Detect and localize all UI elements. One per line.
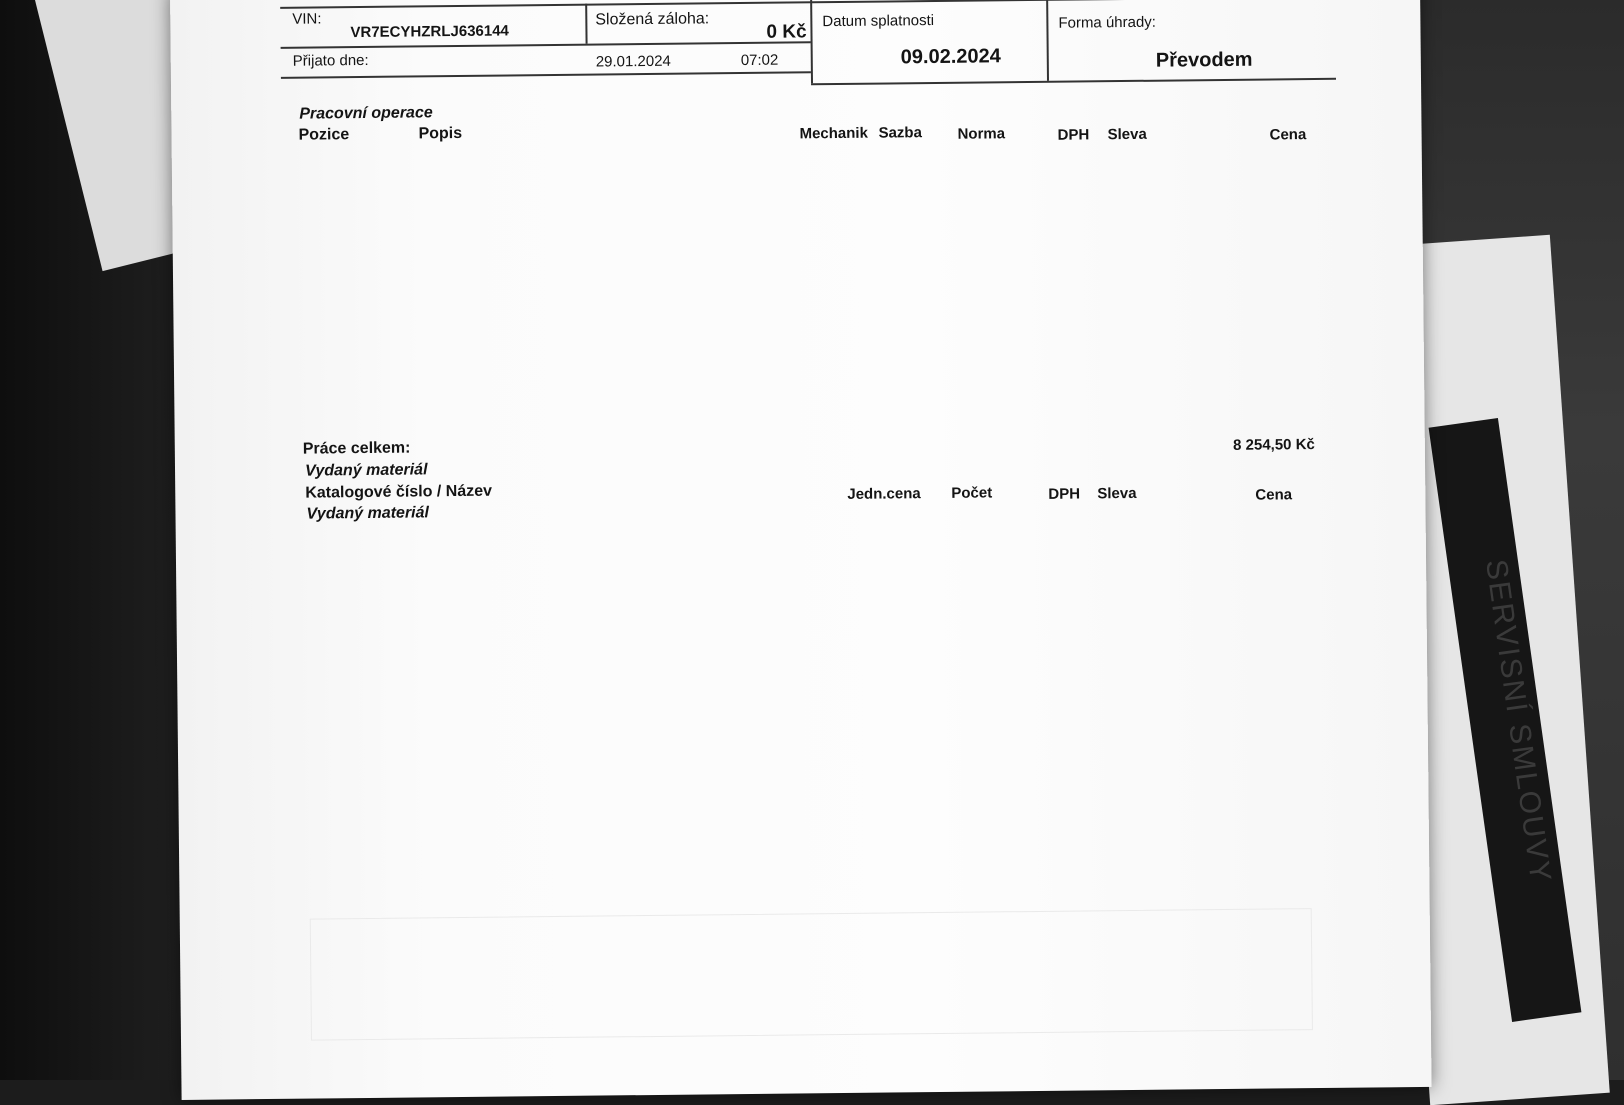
col-mechanic: Mechanik [799,124,868,143]
col-catalog: Katalogové číslo / Název [305,482,493,502]
faded-footer-box [310,908,1313,1040]
vin-label: VIN: [292,10,322,28]
col-mat-price: Cena [1255,486,1293,504]
material-title: Vydaný materiál [304,461,428,480]
invoice-page [170,0,1432,1100]
due-date-value: 09.02.2024 [900,45,1001,69]
col-price: Cena [1269,126,1307,144]
header-divider-1 [585,4,587,44]
col-unit-price: Jedn.cena [847,485,921,503]
folder-label: SERVISNÍ SMLOUVY [1479,557,1558,886]
labor-total-label: Práce celkem: [302,439,411,458]
operations-title: Pracovní operace [299,104,433,123]
material-subtitle: Vydaný materiál [306,504,430,523]
col-discount: Sleva [1107,125,1147,144]
payment-value: Převodem [1155,48,1253,72]
deposit-value: 0 Kč [766,21,807,43]
header-line-right-bottom [811,78,1336,85]
col-position: Pozice [298,126,350,144]
header-line-mid [281,41,811,49]
col-vat: DPH [1057,126,1090,144]
col-mat-discount: Sleva [1097,484,1137,503]
header-divider-3 [1046,0,1049,81]
header-divider-2 [810,0,813,83]
col-description: Popis [418,124,463,143]
received-label: Přijato dne: [292,51,369,70]
header-line-top [280,0,1440,9]
col-rate: Sazba [878,124,922,142]
header-line-left-bottom [281,71,811,79]
col-mat-vat: DPH [1048,485,1081,503]
col-qty: Počet [951,484,993,502]
received-time: 07:02 [740,51,779,70]
labor-total-value: 8 254,50 Kč [1233,436,1315,454]
col-norm: Norma [957,125,1006,143]
due-date-label: Datum splatnosti [822,12,935,31]
payment-label: Forma úhrady: [1058,13,1157,32]
received-date: 29.01.2024 [595,52,671,71]
vin-value: VR7ECYHZRLJ636144 [350,22,509,42]
deposit-label: Složená záloha: [595,10,710,29]
